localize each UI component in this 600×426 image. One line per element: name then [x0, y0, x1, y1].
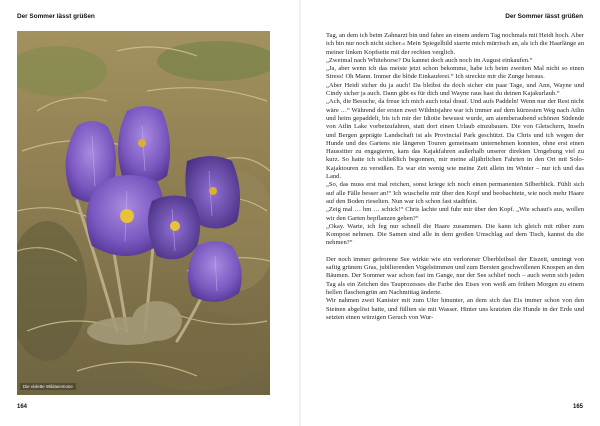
paragraph: „Ja, aber wenn ich das meiste jetzt schon bekomme, habe ich beim zweiten Mal nicht so einen Stress! Oh Mann. Immer die blöde Einkauferei.“ Ich streckte mir die Zunge heraus.	[326, 65, 584, 81]
paragraph: „Aber Heidi sicher du ja auch! Da bleibst du doch sicher ein paar Tage, und Ann, Wayne und Cindy sicher ja auch. Dann gibt es für dich und Wayne raus hast du deinen Kajakurlaub.“	[326, 81, 584, 98]
pasque-flower-image	[17, 31, 270, 395]
paragraph: „Zeig mal … hm … schick!“ Chris lachte und fuhr mir über den Kopf. „Wie schaut's aus, wollen wir den Garten bepflanzen gehen?“	[326, 206, 584, 222]
paragraph: „Okay. Warte, ich feg nur schnell die Haare zusammen. Die kann ich gleich mit rüber zum Kompost nehmen. Die Samen sind alle in dem großen Umschlag auf dem Tisch, kannst du die nehmen?“	[326, 222, 584, 247]
running-head-left: Der Sommer lässt grüßen	[17, 13, 95, 20]
page-number-left: 164	[17, 404, 28, 410]
flower-photo	[17, 31, 270, 395]
paragraph: Der noch immer gefrorene See wirkte wie ein verlorener Überbleibsel der Eiszeit, umringt von saftig grünem Gras, jubilierenden Vogelstimmen und zum Bersten geschwollenen Knospen an den Bäumen. Der Sommer war schon fast im Gange, nur der See schlief noch – auch wenn sich jeden Tag als ein Zeichen des Tauprozesses die Farbe des Eises von weiß am frühen Morgen zu einem hellen flaschengrün am Nachmittag änderte.	[326, 255, 584, 296]
page-number-right: 165	[572, 404, 583, 410]
paragraph: Tag, an dem ich beim Zahnarzt bin und fahre an einem andern Tag nochmals mit Heidi hoch. Aber ich bin nur noch nicht sicher.« Mein Spiegelbild starrte mich mürrisch an, als ich die Haarlänge an meiner linken Kopfseite mit der rechten verglich.	[326, 32, 584, 56]
paragraph: „Zweimal nach Whitehorse? Du kannst doch auch noch im August einkaufen.“	[326, 56, 533, 64]
paragraph: Wir nahmen zwei Kanister mit zum Ufer hinunter, an dem sich das Eis immer schon von den Steinen abgelöst hatte, und füllten sie mit Wasser. Hinter uns kratzten die Hunde in der Erde und setzten einen würzigen Geruch von Wur-	[326, 297, 584, 321]
paragraph: „Ach, die Besuche, da freue ich mich auch total drauf. Und aufs Paddeln! Wenn nur der Rest nicht wäre …“ Während der ersten zwei Wildnisjahre war ich immer auf dem kürzesten Weg nach Atlin und heim gepaddelt, bis ich mir der Idiotie bewusst wurde, am atemberaubend schönen Südende von Atlin Lake vorbeizufahren, statt dort einen Urlaub einzubauen. Die von Gletschern, Inseln und Bergen geprägte Landschaft ist als Provincial Park geschützt. Da Chris und ich wegen der Hunde und des Gartens nie längeren Touren gemeinsam unternehmen konnten, ohne erst einen Haussitter zu engagieren, kam das Kajakfahren außerhalb unserer direkten Umgebung viel zu kurz. So hatte ich schließlich begonnen, mir meine alljährlichen Fahrten in den Ort mit Solo-Kajaktouren zu versüßen. Es war ein wenig wie meine Zeit allein im Winter – nur ich und das Land.	[326, 98, 584, 181]
body-text	[326, 32, 584, 322]
photo-caption: Die violette Wildanemone	[20, 383, 76, 390]
running-head-right: Der Sommer lässt grüßen	[505, 13, 583, 20]
gutter	[299, 0, 301, 426]
paragraph: „So, das muss erst mal reichen, sonst kriege ich noch einen permanenten Silberblick. Fühlt sich auf alle Fälle besser an!“ Ich wuschelte mir über den Kopf und beobachtete, wie noch mehr Haare auf den Boden rieselten. Nun war ich schon fast stadtfein.	[326, 181, 584, 205]
